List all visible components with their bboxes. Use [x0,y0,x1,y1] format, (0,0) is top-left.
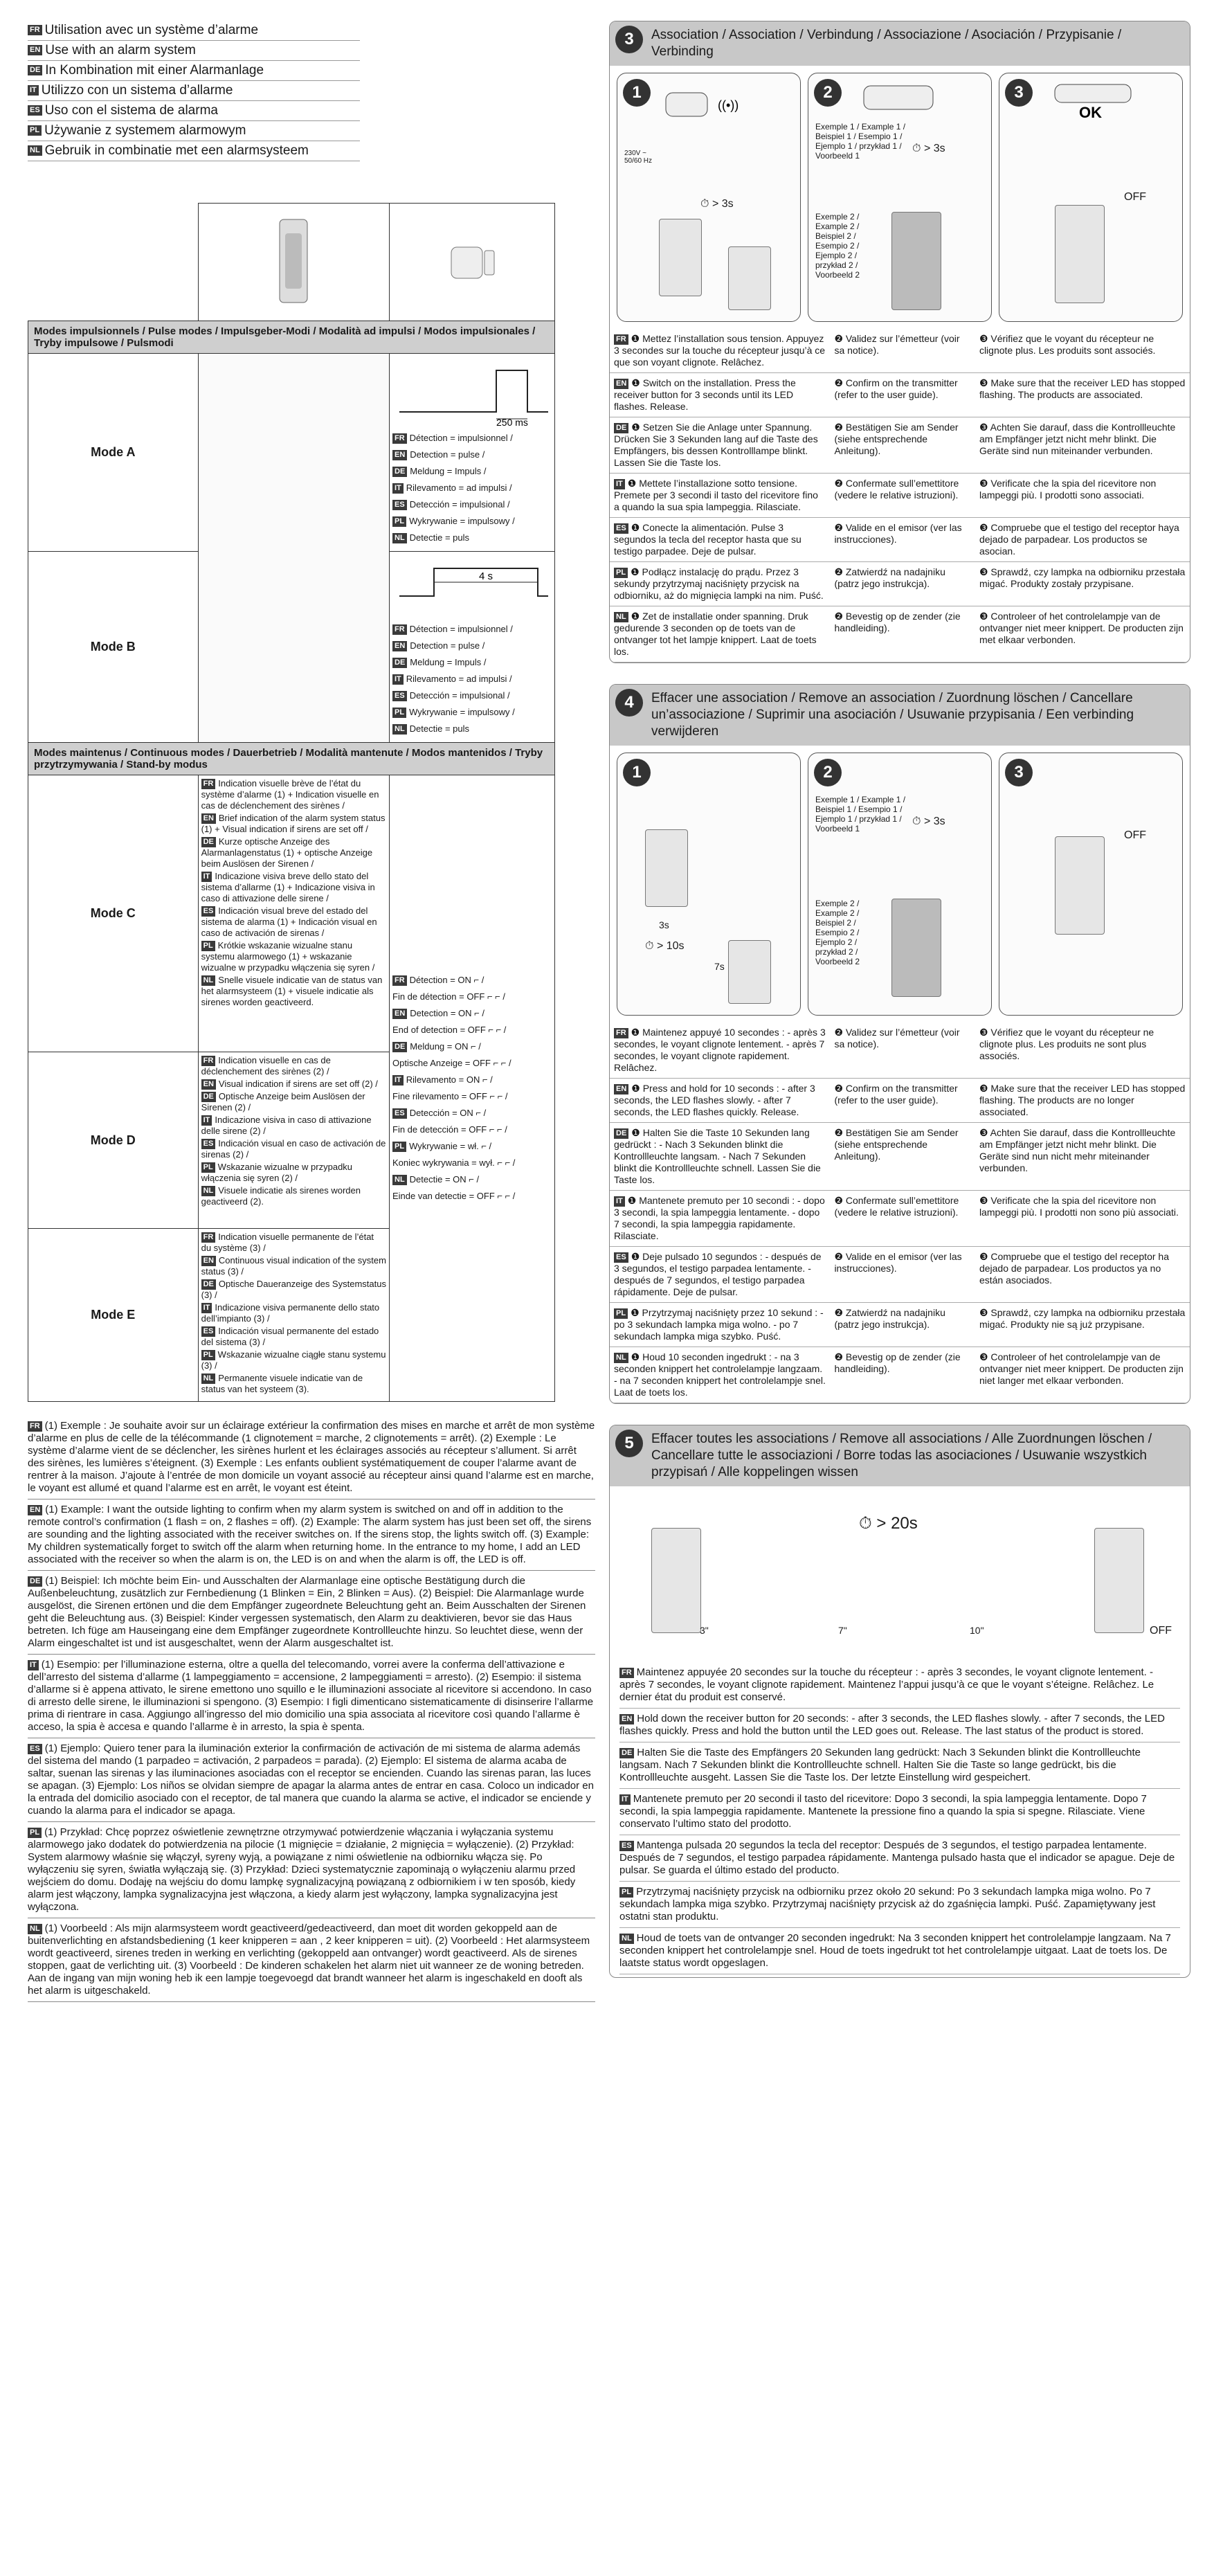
examples-section [28,1416,595,2002]
time-7s-label: 7s [714,961,725,972]
example-2-label: Exemple 2 / Example 2 / Beispiel 2 / Esempio 2 / Ejemplo 2 / przykład 2 / Voorbeeld 2 [815,212,860,280]
remove-all-illustration [610,1486,1190,1659]
modes-table [28,203,555,1402]
instruction-row: PL ❶ Podłącz instalację do prądu. Przez 3 sekundy przytrzymaj naciśnięty przycisk na odbiorniku, aż do mignięcia lampki na nim. Puść. ❷ Zatwierdź na nadajniku (patrz jego instrukcja). ❸ Sprawdź, czy lampka na odbiorniku przestała migać. Produkty zostały przypisane. [610,562,1190,606]
timer-label: ⏱ > 3s [912,816,945,827]
receiver-device [1094,1528,1144,1633]
section-header [610,685,1190,746]
receiver-device [728,940,771,1004]
off-label: OFF [1124,191,1146,203]
pulse-modes-header: Modes impulsionnels / Pulse modes / Impulsgeber-Modi / Modalità ad impulsi / Modos impulsionales / Tryby impulsowe / Pulsmodi [28,321,555,354]
right-column [609,21,1190,1999]
section-title: Effacer une association / Remove an association / Zuordnung löschen / Cancellare un’associazione / Suprimir una asociación / Usuwanie przypisania / Een verbinding verwijderen [651,691,1134,739]
step-2 [808,73,992,322]
off-label: OFF [1124,829,1146,841]
instruction-row: DE ❶ Halten Sie die Taste 10 Sekunden lang gedrückt : - Nach 3 Sekunden blinkt die Kontrollleuchte langsam. - Nach 7 Sekunden blinkt die Kontrollleuchte schnell. Lassen Sie die Taste los. ❷ Bestätigen Sie am Sender (siehe entsprechende Anleitung). ❸ Achten Sie darauf, dass die Kontrollleuchte am Empfänger jetzt nicht mehr blinkt. Die Geräte sind nun nicht mehr miteinander verbunden. [610,1123,1190,1191]
detection-line: DE Meldung = Impuls / [392,656,552,669]
timer-label: ⏱ > 20s [859,1514,918,1533]
receiver-device [651,1528,701,1633]
pulse-diagram [392,555,552,617]
blank-cell [198,354,389,743]
instruction-row: NL ❶ Zet de installatie onder spanning. Druk gedurende 3 seconden op de toets van de ontvanger tot het lampje knippert. Laat de toets los. ❷ Bevestig op de zender (zie handleiding). ❸ Controleer of het controlelampje van de ontvanger niet meer knippert. De producten zijn met elkaar verbonden. [610,606,1190,663]
section-header [610,1425,1190,1486]
detection-line: IT Rilevamento = ad impulsi / [392,482,552,494]
lang-row: DE In Kombination mit einer Alarmanlage [28,61,360,81]
lang-row: PL Używanie z systemem alarmowym [28,121,360,141]
section-number: 5 [615,1430,643,1457]
instruction-block: PL Przytrzymaj naciśnięty przycisk na odbiorniku przez około 20 sekund: Po 3 sekundach lampka miga wolno. Po 7 sekundach lampka miga szybko. Przytrzymaj naciśnięty przycisk aż do zgaśnięcia lampki. Puść. Zapamiętywany jest ostatni stan produktu. [619,1882,1180,1928]
timer-label: ⏱ > 10s [645,940,685,952]
detection-line: NL Detectie = puls [392,532,552,544]
receiver-device [1055,205,1105,303]
detection-line: EN Detection = pulse / [392,640,552,652]
instruction-block: NL Houd de toets van de ontvanger 20 seconden ingedrukt: Na 3 seconden knippert het controlelampje langzaam. Na 7 seconden knippert het controlelampje snel. Houd de toets ingedrukt tot het controlelampje uitgaat. Laat de toets los. De laatste status wordt opgeslagen. [619,1928,1180,1974]
receiver-device-icon [252,213,335,309]
time-3-label: 3" [700,1625,709,1636]
detection-line: FR Détection = impulsionnel / [392,432,552,444]
instruction-row: ES ❶ Conecte la alimentación. Pulse 3 segundos la tecla del receptor hasta que su testigo parpadee. Deje de pulsar. ❷ Valide en el emisor (ver las instrucciones). ❸ Compruebe que el testigo del receptor haya dejado de parpadear. Los productos se asocian. [610,518,1190,562]
transmitter-icon [659,87,763,122]
mode-d-name: Mode D [28,1052,199,1229]
lang-row: FR Utilisation avec un système d’alarme [28,21,360,41]
mode-a-detail [390,354,555,552]
svg-text:((•)): ((•)) [718,98,739,112]
timing-label: 250 ms [496,417,528,426]
step-3 [999,73,1183,322]
detection-line: FR Détection = impulsionnel / [392,623,552,636]
continuous-modes-header: Modes maintenus / Continuous modes / Dauerbetrieb / Modalità mantenute / Modos mantenidos / Tryby przytrzymywania / Stand-by modus [28,743,555,775]
lang-row: EN Use with an alarm system [28,41,360,61]
example-block: IT (1) Esempio: per l’illuminazione esterna, oltre a quella del telecomando, vorrei avere la conferma dell’attivazione e dell’arresto del sistema d’allarme (1 lampeggiamento = accensione, 2 lampeggiamenti = arresto). (2) Esempio: il sistema d’allarme si è appena attivato, le sirene emettono uno squillo e le illuminazioni associate al ricevitore si accendono. In caso di arresto delle sirene, le illuminazioni si spengono. (3) Esempio: I figli dimenticano sistematicamente di disinserire l’allarme prima di rientrare in casa. Aggiungo all’ingresso del mio domicilio una spia associata al ricevitore così quando l’allarme è acceso, la spia è accesa e quando l’allarme è in arresto, la spia è spenta. [28,1655,595,1738]
instructions-table [610,329,1190,663]
transmitter-ok-icon [1048,80,1152,122]
steps-illustration [610,746,1190,1023]
instruction-block: EN Hold down the receiver button for 20 seconds: - after 3 seconds, the LED flashes slowly. - after 7 seconds, the LED flashes quickly. Press and hold the button until the LED goes out. Release. The last status of the product is stored. [619,1709,1180,1742]
step-number: 3 [1005,759,1033,786]
instruction-block: IT Mantenete premuto per 20 secondi il tasto del ricevitore: Dopo 3 secondi, la spia lampeggia lentamente. Dopo 7 secondi, la spia lampeggia rapidamente. Mantenete la pressione fino a quando la spia si spegne. Rilasciate. Viene conservato l’ultimo stato del prodotto. [619,1789,1180,1835]
time-3s-label: 3s [659,919,669,930]
example-block: NL (1) Voorbeeld : Als mijn alarmsysteem wordt geactiveerd/gedeactiveerd, dan moet dit worden gekoppeld aan de buitenverlichting en afstandsbediening (1 keer knipperen = aan , 2 keer knipperen = uit). (2) Voorbeeld : Het alarmsysteem wordt geactiveerd, sirenes treden in werking en verlichting (gekoppeld aan ontvanger) wordt geactiveerd. Als de sirenes stoppen, gaat de verlichting uit. (3) Voorbeeld : De kinderen schakelen het alarm niet uit wanneer ze de woning betreden. Aan de ingang van mijn woning heb ik een lampje toegevoegd dat brandt wanneer het alarm is ingeschakeld en dooft als het alarm is uitgeschakeld. [28,1918,595,2002]
pulse-diagram [392,357,552,426]
left-column [28,21,595,2002]
step-1 [617,73,801,322]
section-header [610,21,1190,66]
instructions-list [610,1659,1190,1977]
remote-device [891,899,941,997]
step-3 [999,753,1183,1016]
receiver-device [1055,836,1105,935]
mode-d-desc: FR Indication visuelle en cas de déclenchement des sirènes (2) / EN Visual indication if sirens are set off (2) / DE Optische Anzeige beim Auslösen der Sirenen (2) / IT Indicazione visiva in caso di attivazione delle sirene (2) / ES Indicación visual en caso de activación de sirenas (2) / PL Wskazanie wizualne w przypadku włączenia się syren (2) / NL Visuele indicatie als sirenes worden geactiveerd (2). [198,1052,389,1229]
example-1-label: Exemple 1 / Example 1 / Beispiel 1 / Esempio 1 / Ejemplo 1 / przykład 1 / Voorbeeld 1 [815,795,906,834]
instruction-row: EN ❶ Switch on the installation. Press the receiver button for 3 seconds until its LED flashes. Release. ❷ Confirm on the transmitter (refer to the user guide). ❸ Make sure that the receiver LED has stopped flashing. The products are associated. [610,373,1190,417]
detection-line: ES Detección = impulsional / [392,498,552,511]
timer-label: ⏱ > 3s [700,198,734,210]
section-title: Effacer toutes les associations / Remove all associations / Alle Zuordnungen löschen / Cancellare tutte le associazioni / Borre todas las asociaciones / Usuwanie wszystkich przypisań / Alle koppelingen wissen [651,1432,1152,1479]
sensor-image-cell [390,204,555,321]
receiver-device [659,219,702,296]
detection-line: EN Detection = pulse / [392,449,552,461]
detection-line: PL Wykrywanie = impulsowy / [392,706,552,719]
instruction-row: IT ❶ Mantenete premuto per 10 secondi : - dopo 3 secondi, la spia lampeggia lentamente. - dopo 7 secondi, la spia lampeggia rapidamente. Rilasciate. ❷ Confermate sull’emettitore (vedere le relative istruzioni). ❸ Verificate che la spia del ricevitore non lampeggi più. I prodotti non sono più associati. [610,1191,1190,1247]
mode-b-name: Mode B [28,552,199,743]
lang-row: NL Gebruik in combinatie met een alarmsysteem [28,141,360,161]
section-remove-all [609,1425,1190,1978]
remote-device [891,212,941,310]
instruction-block: FR Maintenez appuyée 20 secondes sur la touche du récepteur : - après 3 secondes, le voyant clignote lentement. - après 7 secondes, le voyant clignote rapidement. Maintenez l’appui jusqu’à ce que le voyant s’éteigne. Relâchez. Le dernier état du produit est conservé. [619,1662,1180,1709]
svg-text:OK: OK [1079,104,1102,121]
instruction-row: NL ❶ Houd 10 seconden ingedrukt : - na 3 seconden knippert het controlelampje langzaam. - na 7 seconden knippert het controlelampje snel. Laat de toets los. ❷ Bevestig op de zender (zie handleiding). ❸ Controleer of het controlelampje van de ontvanger niet meer knippert. De producten zijn niet langer met elkaar verbonden. [610,1347,1190,1403]
instruction-row: DE ❶ Setzen Sie die Anlage unter Spannung. Drücken Sie 3 Sekunden lang auf die Taste des Empfängers, bis dessen Kontrolllampe blinkt. Lassen Sie die Taste los. ❷ Bestätigen Sie am Sender (siehe entsprechende Anleitung). ❸ Achten Sie darauf, dass die Kontrollleuchte am Empfänger jetzt nicht mehr blinkt. Die Geräte sind nun miteinander verbunden. [610,417,1190,474]
instruction-row: EN ❶ Press and hold for 10 seconds : - after 3 seconds, the LED flashes slowly. - after 7 seconds, the LED flashes quickly. Release. ❷ Confirm on the transmitter (refer to the user guide). ❸ Make sure that the receiver LED has stopped flashing. The products are no longer associated. [610,1079,1190,1123]
mode-b-lines [392,623,552,735]
lang-row: IT Utilizzo con un sistema d’allarme [28,81,360,101]
transmitter-icon [857,80,954,115]
instruction-row: FR ❶ Mettez l’installation sous tension. Appuyez 3 secondes sur la touche du récepteur jusqu’à ce que son voyant clignote. Relâchez. ❷ Validez sur l’émetteur (voir sa notice). ❸ Vérifiez que le voyant du récepteur ne clignote plus. Les produits sont associés. [610,329,1190,373]
door-sensor-icon [431,230,514,292]
section-number: 4 [615,689,643,717]
example-2-label: Exemple 2 / Example 2 / Beispiel 2 / Esempio 2 / Ejemplo 2 / przykład 2 / Voorbeeld 2 [815,899,860,966]
lang-row: ES Uso con el sistema de alarma [28,101,360,121]
receiver-device [645,829,688,907]
step-number: 2 [814,759,842,786]
example-block: PL (1) Przykład: Chcę poprzez oświetlenie zewnętrzne otrzymywać potwierdzenie włączania i wyłączania systemu alarmowego jako dodatek do potwierdzenia na pilocie (1 mignięcie = działanie, 2 mignięcia = wyłączenie). (2) Przykład: System alarmowy właśnie się włączył, syreny wyją, a powiązane z nimi oświetlenie na odbiorniku włącza się. Po wyłączeniu się syren, światła wyłączają się. (3) Przykład: Dzieci systematycznie zapominają o wyłączeniu alarmu przed wejściem do domu. Dodaję na wejściu do domu lampkę sygnalizacyjną powiązaną z odbiornikiem i w ten sposób, kiedy alarm jest włączony, lampka sygnalizacyjna jest włączona, a kiedy alarm jest wyłączony, lampka sygnalizacyjna jest wyłączona. [28,1822,595,1918]
section-title: Association / Association / Verbindung / Associazione / Asociación / Przypisanie / Verbinding [651,28,1122,59]
language-list [28,21,595,161]
instruction-block: ES Mantenga pulsada 20 segundos la tecla del receptor: Después de 3 segundos, el testigo parpadea lentamente. Después de 7 segundos, el testigo parpadea rápidamente. Mantenga pulsado hasta que el indicador se apague. Deje de pulsar. Se guarda el último estado del producto. [619,1835,1180,1882]
detection-line: NL Detectie = puls [392,723,552,735]
section-association [609,21,1190,663]
off-label: OFF [1150,1625,1172,1637]
time-7-label: 7" [838,1625,847,1636]
steps-illustration [610,66,1190,329]
example-block: FR (1) Exemple : Je souhaite avoir sur un éclairage extérieur la confirmation des mises en marche et arrêt de mon système d’alarme en plus de celle de la télécommande (1 clignotement = marche, 2 clignotements = arrêt). (2) Exemple : Le système d’alarme vient de se déclencher, les sirènes hurlent et les éclairages associés au récepteur s’allument. Si arrêt des sirènes, les lumières s’éteignent. (3) Exemple : Les enfants oublient systématiquement de couper l’alarme avant de rentrer à la maison. J’ajoute à l’entrée de mon domicile un voyant associé au récepteur ainsi quand l’alarme est en marche, le voyant est allumé et quand l’alarme est en arrêt, le voyant est éteint. [28,1416,595,1499]
example-block: EN (1) Example: I want the outside lighting to confirm when my alarm system is switched on and off in addition to the remote control’s confirmation (1 flash = on, 2 flashes = off). (2) Example: The alarm system has just been set off, the sirens are sounding and the lighting associated with the receiver switches on. If the sirens stop, the lights switch off. (3) Example: My children systematically forget to switch off the alarm when returning home. In the entrance to my home, I add an LED associated with the receiver so when the alarm is on, the LED is on and when the alarm is off, the LED is off. [28,1499,595,1571]
detection-line: DE Meldung = Impuls / [392,465,552,478]
receiver-device [728,246,771,310]
example-1-label: Exemple 1 / Example 1 / Beispiel 1 / Esempio 1 / Ejemplo 1 / przykład 1 / Voorbeeld 1 [815,122,906,161]
example-block: DE (1) Beispiel: Ich möchte beim Ein- und Ausschalten der Alarmanlage eine optische Bestätigung durch die Außenbeleuchtung, zusätzlich zur Fernbedienung (1 Blinken = Ein, 2 Blinken = Aus). (2) Beispiel: Die Alarmanlage wurde ausgelöst, die Sirenen ertönen und die dem Empfänger zugeordnete Beleuchtung geht an. Beim Ausschalten der Sirenen geht die Beleuchtung aus. (3) Beispiel: Kinder vergessen systematisch, den Alarm zu deaktivieren, bevor sie das Haus betreten. Ich füge am Hauseingang eine dem Empfänger zugeordnete Kontrollleuchte hinzu. So leuchtet diese, wenn der Alarm eingeschaltet ist und ist ausgeschaltet, wenn der Alarm ausgeschaltet ist. [28,1571,595,1655]
instruction-row: FR ❶ Maintenez appuyé 10 secondes : - après 3 secondes, le voyant clignote lentement. - après 7 secondes, le voyant clignote rapidement. Relâchez. ❷ Validez sur l’émetteur (voir sa notice). ❸ Vérifiez que le voyant du récepteur ne clignote plus. Les produits ne sont plus associés. [610,1023,1190,1079]
mode-e-desc: FR Indication visuelle permanente de l’état du système (3) / EN Continuous visual indication of the system status (3) / DE Optische Daueranzeige des Systemstatus (3) / IT Indicazione visiva permanente dello stato dell’impianto (3) / ES Indicación visual permanente del estado del sistema (3) / PL Wskazanie wizualne ciągłe stanu systemu (3) / NL Permanente visuele indicatie van de status van het systeem (3). [198,1229,389,1402]
timer-label: ⏱ > 3s [912,143,945,154]
step-number: 3 [1005,79,1033,107]
detection-line: IT Rilevamento = ad impulsi / [392,673,552,685]
mode-e-name: Mode E [28,1229,199,1402]
step-2 [808,753,992,1016]
detection-line: ES Detección = impulsional / [392,690,552,702]
mode-b-detail [390,552,555,743]
instruction-block: DE Halten Sie die Taste des Empfängers 20 Sekunden lang gedrückt: Nach 3 Sekunden blinkt die Kontrollleuchte langsam. Nach 7 Sekunden blinkt die Kontrollleuchte schnell. Halten Sie die Taste so lange gedrückt, bis die Kontrollleuchte ausgeht. Lassen Sie die Taste los. Der letzte Einstellung wird gespeichert. [619,1742,1180,1789]
instructions-table [610,1023,1190,1403]
step-number: 1 [623,79,651,107]
instruction-row: IT ❶ Mettete l’installazione sotto tensione. Premete per 3 secondi il tasto del ricevitore fino a quando la sua spia lampeggia. Rilasciate. ❷ Confermate sull’emettitore (vedere le relative istruzioni). ❸ Verificate che la spia del ricevitore non lampeggi più. I prodotti sono associati. [610,474,1190,518]
mode-c-desc: FR Indication visuelle brève de l’état du système d’alarme (1) + Indication visuelle en cas de déclenchement des sirènes / EN Brief indication of the alarm system status (1) + Visual indication if sirens are set off / DE Kurze optische Anzeige des Alarmanlagenstatus (1) + optische Anzeige beim Auslösen der Sirenen / IT Indicazione visiva breve dello stato del sistema d’allarme (1) + Indicazione visiva in caso di attivazione delle sirene / ES Indicación visual breve del estado del sistema de alarma (1) + Indicación visual en caso de activación de sirenas / PL Krótkie wskazanie wizualne stanu systemu alarmowego (1) + wskazanie wizualne w przypadku włączenia się syren / NL Snelle visuele indicatie van de status van het alarmsysteem (1) + visuele indicatie als sirenes worden geactiveerd. [198,775,389,1052]
detection-line: PL Wykrywanie = impulsowy / [392,515,552,528]
section-number: 3 [615,26,643,53]
power-label: 230V ~ 50/60 Hz [624,150,653,165]
on-off-legend: FR Détection = ON ⌐ / Fin de détection = OFF ⌐ ⌐ / EN Detection = ON ⌐ / End of detection = OFF ⌐ ⌐ / DE Meldung = ON ⌐ / Optische Anzeige = OFF ⌐ ⌐ / IT Rilevamento = ON ⌐ / Fine rilevamento = OFF ⌐ ⌐ / ES Detección = ON ⌐ / Fin de detección = OFF ⌐ ⌐ / PL Wykrywanie = wł. ⌐ / Koniec wykrywania = wył. ⌐ ⌐ / NL Detectie = ON ⌐ / Einde van detectie = OFF ⌐ ⌐ / [390,775,555,1402]
step-number: 2 [814,79,842,107]
mode-a-lines [392,432,552,544]
step-1 [617,753,801,1016]
timing-label: 4 s [479,570,493,582]
step-number: 1 [623,759,651,786]
mode-a-name: Mode A [28,354,199,552]
receiver-image-cell [198,204,389,321]
example-block: ES (1) Ejemplo: Quiero tener para la iluminación exterior la confirmación de activación de mi sistema de alarma además del sistema del mando (1 parpadeo = activación, 2 parpadeos = parada). (2) Ejemplo: El sistema de alarma acaba de saltar, suenan las sirenas y las iluminaciones asociadas con el receptor se encienden. Cuando las sirenas paran, las luces se apagan. (3) Ejemplo: Los niños se olvidan siempre de apagar la alarma antes de entrar en casa. Coloco un indicador en la entrada del domicilio asociado con el receptor, de tal manera que cuando la alarma se active, el indicador se enciende y cuando la alarma para el indicador se apaga. [28,1738,595,1822]
mode-c-name: Mode C [28,775,199,1052]
time-10-label: 10" [970,1625,984,1636]
section-remove-association [609,684,1190,1404]
instruction-row: ES ❶ Deje pulsado 10 segundos : - después de 3 segundos, el testigo parpadea lentamente. - después de 7 segundos, el testigo parpadea rápidamente. Deje de pulsar. ❷ Valide en el emisor (ver las instrucciones). ❸ Compruebe que el testigo del receptor ha dejado de parpadear. Los productos ya no están asociados. [610,1247,1190,1303]
instruction-row: PL ❶ Przytrzymaj naciśnięty przez 10 sekund : - po 3 sekundach lampka miga wolno. - po 7 sekundach lampka miga szybko. Puść. ❷ Zatwierdź na nadajniku (patrz jego instrukcja). ❸ Sprawdź, czy lampka na odbiorniku przestała migać. Produkty nie są już przypisane. [610,1303,1190,1347]
